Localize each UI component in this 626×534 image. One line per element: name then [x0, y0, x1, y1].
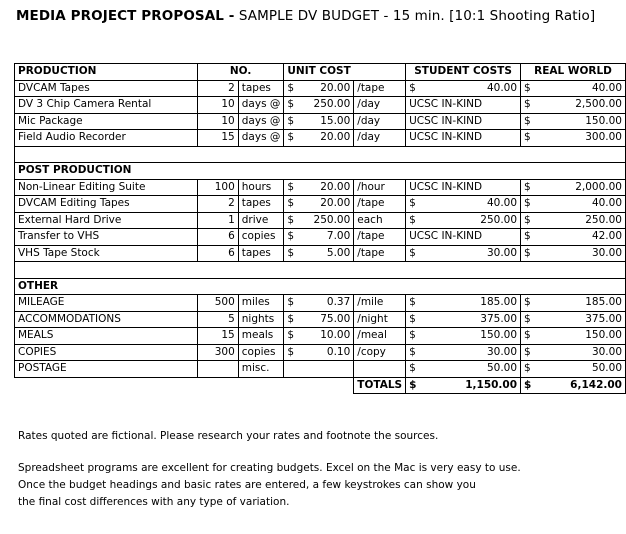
real-currency: $ [521, 229, 535, 246]
table-row [15, 212, 626, 229]
student-value: 375.00 [420, 311, 521, 328]
unit-price: 20.00 [298, 80, 353, 97]
post-production-heading [15, 163, 626, 180]
student-inkind: UCSC IN-KIND [406, 229, 521, 246]
header-real-world: REAL WORLD [521, 64, 626, 81]
unit-price [298, 361, 353, 378]
table-row [15, 229, 626, 246]
student-inkind: UCSC IN-KIND [406, 179, 521, 196]
item-unit: nights [238, 311, 284, 328]
unit-currency: $ [284, 97, 299, 114]
unit-price: 20.00 [298, 179, 353, 196]
unit-currency: $ [284, 113, 299, 130]
student-value: 30.00 [420, 245, 521, 262]
real-currency: $ [521, 328, 535, 345]
real-value: 185.00 [535, 295, 626, 312]
item-name: MILEAGE [15, 295, 198, 312]
note-line-3: Once the budget headings and basic rates are entered, a few keystrokes can show you [18, 479, 476, 491]
other-heading [15, 278, 626, 295]
unit-currency: $ [284, 212, 299, 229]
real-value: 375.00 [535, 311, 626, 328]
real-currency: $ [521, 295, 535, 312]
budget-body [15, 64, 626, 394]
unit-price: 75.00 [298, 311, 353, 328]
unit-currency: $ [284, 295, 299, 312]
item-qty: 2 [197, 196, 238, 213]
real-currency: $ [521, 212, 535, 229]
spacer-row [15, 262, 626, 279]
item-qty: 10 [197, 113, 238, 130]
item-qty: 15 [197, 130, 238, 147]
header-unit-cost: UNIT COST [284, 64, 354, 81]
item-qty: 6 [197, 229, 238, 246]
document-title [16, 8, 595, 24]
student-currency: $ [406, 311, 420, 328]
unit-price: 250.00 [298, 212, 353, 229]
unit-per [354, 361, 406, 378]
student-currency: $ [406, 361, 420, 378]
real-value: 2,000.00 [535, 179, 626, 196]
student-value: 30.00 [420, 344, 521, 361]
item-name: Field Audio Recorder [15, 130, 198, 147]
student-value: 40.00 [420, 196, 521, 213]
item-qty: 15 [197, 328, 238, 345]
student-currency: $ [406, 212, 420, 229]
unit-per: /day [354, 113, 406, 130]
table-row [15, 328, 626, 345]
item-qty: 500 [197, 295, 238, 312]
unit-currency: $ [284, 130, 299, 147]
table-row [15, 311, 626, 328]
unit-price: 250.00 [298, 97, 353, 114]
item-name: MEALS [15, 328, 198, 345]
unit-currency: $ [284, 80, 299, 97]
student-inkind: UCSC IN-KIND [406, 97, 521, 114]
real-currency: $ [521, 196, 535, 213]
unit-per: /day [354, 97, 406, 114]
unit-price: 7.00 [298, 229, 353, 246]
student-currency: $ [406, 328, 420, 345]
student-value: 40.00 [420, 80, 521, 97]
note-line-4: the final cost differences with any type of variation. [18, 496, 290, 508]
unit-per: /tape [354, 196, 406, 213]
item-name: ACCOMMODATIONS [15, 311, 198, 328]
item-unit: days @ [238, 113, 284, 130]
totals-empty [15, 377, 354, 394]
item-name: Non-Linear Editing Suite [15, 179, 198, 196]
unit-currency: $ [284, 344, 299, 361]
unit-price: 0.37 [298, 295, 353, 312]
table-row [15, 179, 626, 196]
item-unit: drive [238, 212, 284, 229]
item-name: DVCAM Editing Tapes [15, 196, 198, 213]
real-currency: $ [521, 311, 535, 328]
totals-real-value: 6,142.00 [535, 377, 626, 394]
unit-currency: $ [284, 245, 299, 262]
student-currency: $ [406, 344, 420, 361]
real-value: 40.00 [535, 196, 626, 213]
title-rest: SAMPLE DV BUDGET - 15 min. [10:1 Shooting Ratio] [234, 8, 596, 24]
item-qty: 2 [197, 80, 238, 97]
item-unit: miles [238, 295, 284, 312]
header-student-costs: STUDENT COSTS [406, 64, 521, 81]
item-qty: 5 [197, 311, 238, 328]
real-currency: $ [521, 130, 535, 147]
blank-cell [15, 146, 626, 163]
unit-per: /mile [354, 295, 406, 312]
spacer-row [15, 146, 626, 163]
item-unit: days @ [238, 130, 284, 147]
real-value: 30.00 [535, 245, 626, 262]
item-qty: 10 [197, 97, 238, 114]
header-blank [354, 64, 406, 81]
item-unit: tapes [238, 245, 284, 262]
unit-price: 15.00 [298, 113, 353, 130]
item-name: DV 3 Chip Camera Rental [15, 97, 198, 114]
real-value: 2,500.00 [535, 97, 626, 114]
student-inkind: UCSC IN-KIND [406, 130, 521, 147]
table-row [15, 113, 626, 130]
student-value: 50.00 [420, 361, 521, 378]
student-currency: $ [406, 295, 420, 312]
totals-student-currency: $ [406, 377, 420, 394]
title-bold: MEDIA PROJECT PROPOSAL - [16, 8, 235, 24]
unit-currency [284, 361, 299, 378]
note-line-2: Spreadsheet programs are excellent for creating budgets. Excel on the Mac is very easy to use. [18, 462, 521, 474]
unit-per: /tape [354, 229, 406, 246]
item-name: COPIES [15, 344, 198, 361]
item-name: Transfer to VHS [15, 229, 198, 246]
item-unit: hours [238, 179, 284, 196]
item-name: Mic Package [15, 113, 198, 130]
item-qty [197, 361, 238, 378]
table-row [15, 361, 626, 378]
student-value: 150.00 [420, 328, 521, 345]
table-row [15, 344, 626, 361]
real-value: 250.00 [535, 212, 626, 229]
item-name: VHS Tape Stock [15, 245, 198, 262]
real-currency: $ [521, 113, 535, 130]
unit-currency: $ [284, 179, 299, 196]
unit-price: 5.00 [298, 245, 353, 262]
real-currency: $ [521, 344, 535, 361]
totals-student-value: 1,150.00 [420, 377, 521, 394]
unit-per: /day [354, 130, 406, 147]
item-unit: days @ [238, 97, 284, 114]
item-qty: 100 [197, 179, 238, 196]
item-unit: tapes [238, 196, 284, 213]
unit-per: /tape [354, 80, 406, 97]
student-value: 250.00 [420, 212, 521, 229]
student-currency: $ [406, 245, 420, 262]
item-unit: meals [238, 328, 284, 345]
item-qty: 6 [197, 245, 238, 262]
table-row [15, 196, 626, 213]
unit-currency: $ [284, 328, 299, 345]
blank-cell [15, 262, 626, 279]
item-unit: copies [238, 344, 284, 361]
table-row [15, 245, 626, 262]
real-value: 50.00 [535, 361, 626, 378]
item-unit: copies [238, 229, 284, 246]
unit-currency: $ [284, 311, 299, 328]
item-unit: tapes [238, 80, 284, 97]
item-qty: 300 [197, 344, 238, 361]
unit-price: 0.10 [298, 344, 353, 361]
real-currency: $ [521, 361, 535, 378]
unit-per: /night [354, 311, 406, 328]
unit-price: 20.00 [298, 196, 353, 213]
real-value: 150.00 [535, 113, 626, 130]
unit-per: /tape [354, 245, 406, 262]
real-value: 150.00 [535, 328, 626, 345]
item-qty: 1 [197, 212, 238, 229]
unit-per: /meal [354, 328, 406, 345]
unit-price: 20.00 [298, 130, 353, 147]
unit-currency: $ [284, 196, 299, 213]
real-currency: $ [521, 97, 535, 114]
student-value: 185.00 [420, 295, 521, 312]
real-currency: $ [521, 245, 535, 262]
item-name: External Hard Drive [15, 212, 198, 229]
item-name: DVCAM Tapes [15, 80, 198, 97]
unit-currency: $ [284, 229, 299, 246]
real-currency: $ [521, 80, 535, 97]
unit-per: each [354, 212, 406, 229]
totals-real-currency: $ [521, 377, 535, 394]
student-inkind: UCSC IN-KIND [406, 113, 521, 130]
table-row [15, 130, 626, 147]
header-production: PRODUCTION [15, 64, 198, 81]
totals-row [15, 377, 626, 394]
section-heading: OTHER [15, 278, 626, 295]
real-value: 42.00 [535, 229, 626, 246]
header-row [15, 64, 626, 81]
table-row [15, 80, 626, 97]
table-row [15, 295, 626, 312]
unit-per: /hour [354, 179, 406, 196]
totals-label: TOTALS [354, 377, 406, 394]
real-value: 40.00 [535, 80, 626, 97]
header-no: NO. [197, 64, 284, 81]
student-currency: $ [406, 196, 420, 213]
item-unit: misc. [238, 361, 284, 378]
student-currency: $ [406, 80, 420, 97]
real-value: 300.00 [535, 130, 626, 147]
note-line-1: Rates quoted are fictional. Please research your rates and footnote the sources. [18, 430, 439, 442]
unit-per: /copy [354, 344, 406, 361]
real-value: 30.00 [535, 344, 626, 361]
unit-price: 10.00 [298, 328, 353, 345]
budget-table [14, 63, 626, 394]
table-row [15, 97, 626, 114]
real-currency: $ [521, 179, 535, 196]
item-name: POSTAGE [15, 361, 198, 378]
section-heading: POST PRODUCTION [15, 163, 626, 180]
